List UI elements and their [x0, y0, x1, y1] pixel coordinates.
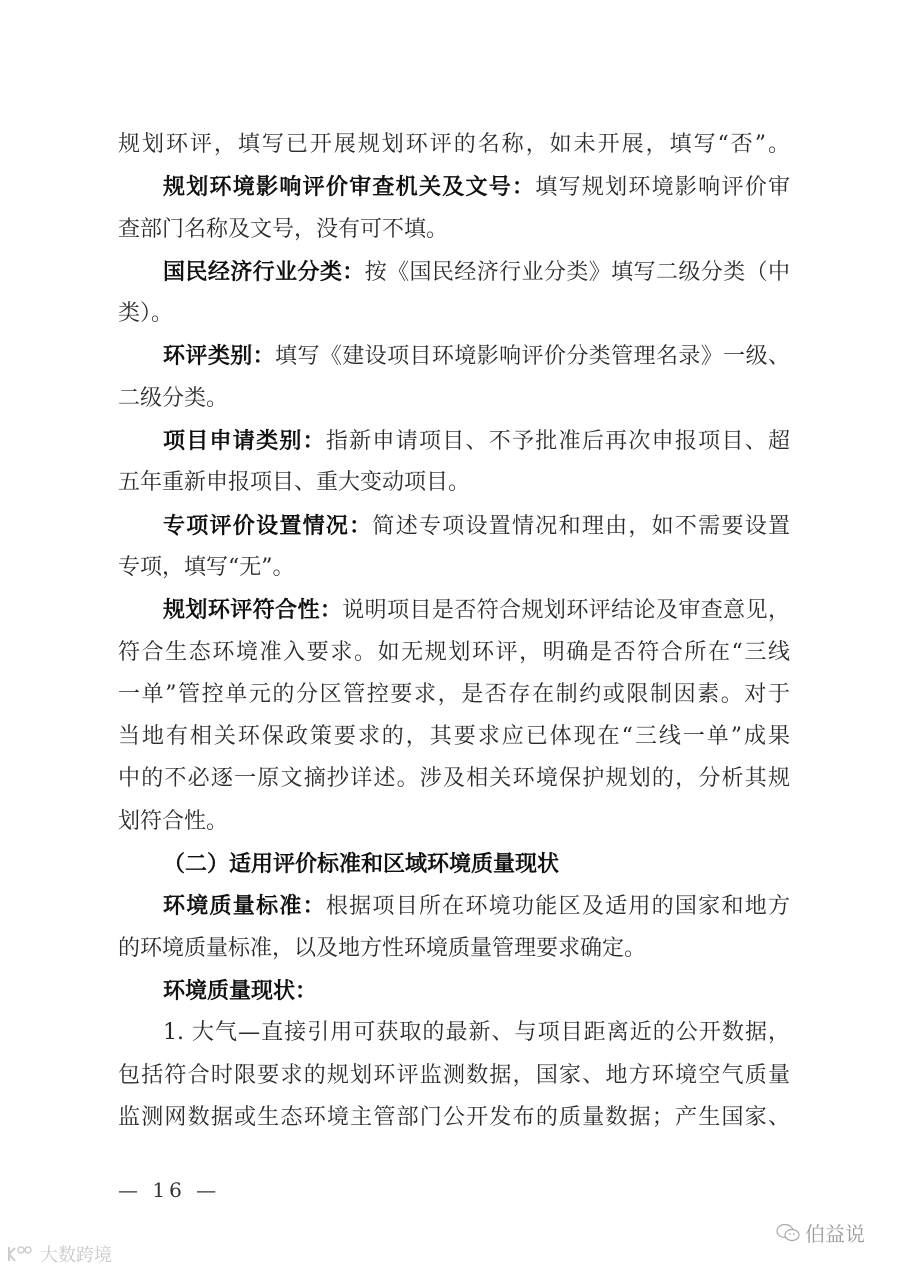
- text-line: [118, 716, 790, 758]
- text-line: [118, 885, 790, 927]
- text-line: [118, 970, 790, 1012]
- bold-heading: 国民经济行业分类：: [163, 258, 365, 285]
- line-text: 监测网数据或生态环境主管部门公开发布的质量数据；产生国家、: [118, 1104, 790, 1130]
- text-line: [118, 632, 790, 674]
- logo-icon: [6, 1244, 36, 1264]
- watermark-wechat: [775, 1218, 865, 1247]
- text-line: [118, 124, 790, 166]
- line-text: 规划环评，填写已开展规划环评的名称，如未开展，填写“否”。: [118, 132, 790, 157]
- text-line: [118, 251, 790, 293]
- text-line: [118, 420, 790, 462]
- line-text: 符合生态环境准入要求。如无规划环评，明确是否符合所在“三线: [118, 639, 790, 665]
- line-text: 包括符合时限要求的规划环评监测数据，国家、地方环境空气质量: [118, 1062, 790, 1088]
- line-text: 专项，填写“无”。: [118, 554, 295, 580]
- watermark-right-text: 伯益说: [805, 1222, 865, 1246]
- line-text: 查部门名称及文号，没有可不填。: [118, 216, 449, 242]
- watermark-logo: [6, 1241, 112, 1267]
- line-text: 填写《建设项目环境影响评价分类管理名录》一级、: [275, 344, 790, 370]
- text-line: [118, 589, 790, 631]
- line-text: 类）。: [118, 301, 174, 327]
- line-text: 简述专项设置情况和理由，如不需要设置: [372, 513, 790, 539]
- text-line: [118, 293, 790, 335]
- text-line: [118, 547, 790, 589]
- text-line: [118, 843, 790, 885]
- text-line: [118, 505, 790, 547]
- line-text: 说明项目是否符合规划环评结论及审查意见，: [342, 598, 790, 624]
- text-line: [118, 1012, 790, 1054]
- text-line: [118, 209, 790, 251]
- text-line: [118, 801, 790, 843]
- line-text: 填写规划环境影响评价审: [535, 175, 790, 201]
- text-line: [118, 674, 790, 716]
- text-line: [118, 758, 790, 800]
- text-line: [118, 462, 790, 504]
- bold-heading: 环境质量现状：: [163, 977, 318, 1004]
- bold-heading: 专项评价设置情况：: [163, 512, 373, 539]
- document-body: [118, 124, 790, 1139]
- text-line: [118, 1097, 790, 1139]
- line-text: 五年重新申报项目、重大变动项目。: [118, 470, 471, 496]
- line-text: 按《国民经济行业分类》填写二级分类（中: [364, 259, 790, 285]
- line-text: 中的不必逐一原文摘抄详述。涉及相关环境保护规划的，分析其规: [118, 766, 790, 792]
- bold-heading: （二）适用评价标准和区域环境质量现状: [163, 851, 560, 878]
- line-text: 1. 大气—直接引用可获取的最新、与项目距离近的公开数据，: [163, 1020, 790, 1046]
- line-text: 一单”管控单元的分区管控要求，是否存在制约或限制因素。对于: [118, 681, 790, 707]
- watermark-left-text: 大数跨境: [40, 1245, 112, 1266]
- text-line: [118, 1055, 790, 1097]
- page-number: — 16 —: [118, 1178, 221, 1202]
- line-text: 当地有相关环保政策要求的，其要求应已体现在“三线一单”成果: [118, 724, 790, 750]
- line-text: 指新申请项目、不予批准后再次申报项目、超: [325, 429, 790, 455]
- text-line: [118, 928, 790, 970]
- bold-heading: 环境质量标准：: [163, 893, 326, 920]
- bold-heading: 规划环评符合性：: [163, 597, 343, 624]
- line-text: 根据项目所在环境功能区及适用的国家和地方: [325, 894, 790, 920]
- line-text: 的环境质量标准，以及地方性环境质量管理要求确定。: [118, 935, 647, 961]
- line-text: 二级分类。: [118, 385, 229, 411]
- text-line: [118, 335, 790, 377]
- text-line: [118, 166, 790, 208]
- text-line: [118, 378, 790, 420]
- bold-heading: 环评类别：: [163, 343, 276, 370]
- bold-heading: 规划环境影响评价审查机关及文号：: [163, 174, 536, 201]
- wechat-icon: [775, 1223, 801, 1243]
- line-text: 划符合性。: [118, 808, 229, 834]
- bold-heading: 项目申请类别：: [163, 428, 326, 455]
